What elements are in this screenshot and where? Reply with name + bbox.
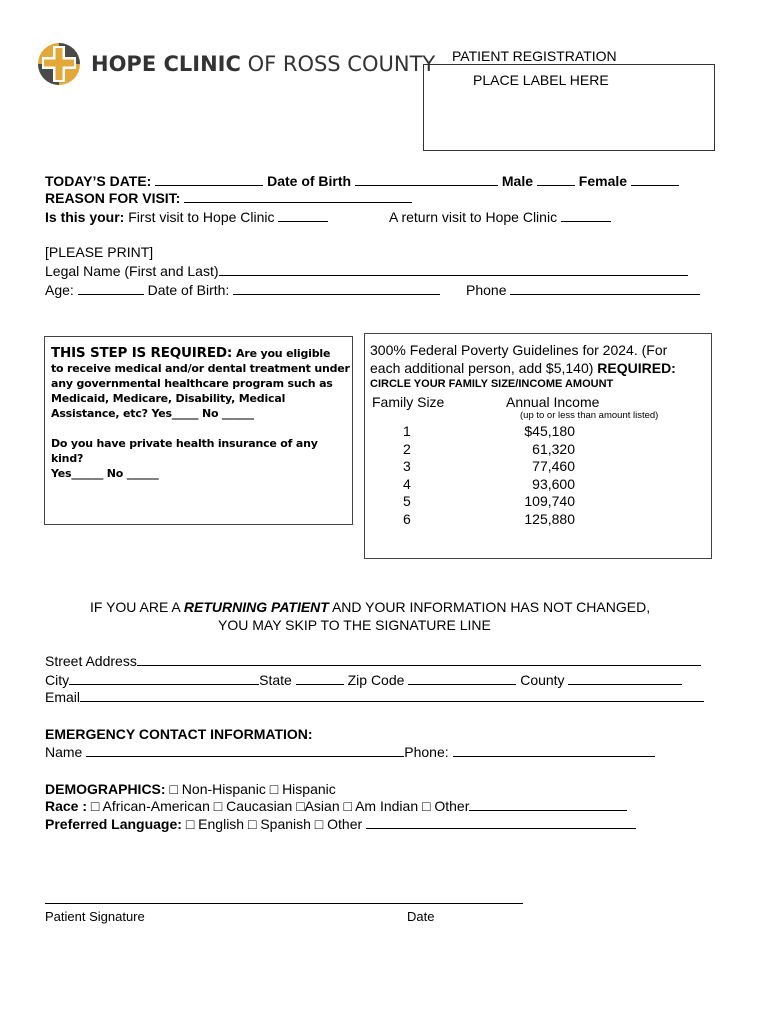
family-size-cell[interactable]: 5: [403, 493, 411, 509]
family-size-cell[interactable]: 1: [403, 423, 411, 439]
age-label: Age:: [45, 282, 74, 298]
dob-field[interactable]: [355, 173, 498, 186]
poverty-guidelines-box: [364, 333, 712, 559]
returning-notice-line-2: YOU MAY SKIP TO THE SIGNATURE LINE: [218, 617, 491, 633]
dob2-field[interactable]: [233, 282, 440, 295]
date-label: Date: [407, 909, 435, 924]
race-other-field[interactable]: [469, 798, 627, 811]
ethnicity-options[interactable]: □ Non-Hispanic □ Hispanic: [169, 781, 336, 797]
street-row: [45, 653, 701, 669]
age-row: [45, 282, 440, 298]
first-visit-field[interactable]: [278, 209, 328, 222]
annual-income-cell[interactable]: 109,740: [524, 493, 575, 509]
returning-patient-emphasis: RETURNING PATIENT: [183, 599, 329, 615]
phone-label: Phone: [466, 282, 507, 298]
eligibility-box: [44, 336, 353, 525]
emergency-phone-label: Phone:: [404, 744, 449, 760]
eligible-text-3: any governmental healthcare program such as: [51, 377, 333, 390]
language-other-field[interactable]: [366, 816, 636, 829]
clinic-logo: [36, 40, 436, 88]
race-row: [45, 798, 627, 814]
dob2-label: Date of Birth:: [147, 282, 230, 298]
language-row: [45, 816, 636, 832]
poverty-line-1: 300% Federal Poverty Guidelines for 2024. (For: [370, 342, 668, 358]
email-row: [45, 689, 704, 705]
col-annual-income: Annual Income: [506, 394, 600, 410]
male-label: Male: [501, 173, 533, 189]
demographics-row: [45, 781, 336, 797]
state-label: State: [259, 672, 292, 688]
visit-type-row: [45, 209, 328, 225]
label-box-text: PLACE LABEL HERE: [473, 72, 609, 88]
female-label: Female: [578, 173, 628, 189]
demographics-heading: DEMOGRAPHICS:: [45, 781, 166, 797]
label-box: [423, 64, 715, 151]
return-visit-field[interactable]: [561, 209, 611, 222]
returning-notice-line-1: IF YOU ARE A RETURNING PATIENT AND YOUR INFORMATION HAS NOT CHANGED,: [90, 599, 651, 615]
street-label: Street Address: [45, 653, 137, 669]
col-family-size: Family Size: [372, 394, 445, 410]
family-size-cell[interactable]: 6: [403, 510, 411, 527]
emergency-heading: EMERGENCY CONTACT INFORMATION:: [45, 726, 313, 742]
county-label: County: [520, 672, 565, 688]
city-label: City: [45, 672, 70, 688]
return-visit-label: A return visit to Hope Clinic: [389, 209, 558, 225]
insurance-text-3: Yes______ No ______: [51, 467, 159, 480]
state-field[interactable]: [296, 672, 344, 685]
todays-date-field[interactable]: [155, 173, 263, 186]
dob-label: Date of Birth: [267, 173, 352, 189]
legal-name-field[interactable]: [219, 263, 688, 276]
circle-instruction: CIRCLE YOUR FAMILY SIZE/INCOME AMOUNT: [370, 378, 614, 390]
street-field[interactable]: [137, 653, 701, 666]
language-options[interactable]: □ English □ Spanish □ Other: [185, 816, 363, 832]
logo-text-bold: HOPE CLINIC: [91, 52, 241, 76]
zip-field[interactable]: [408, 672, 516, 685]
language-label: Preferred Language:: [45, 816, 182, 832]
legal-name-label: Legal Name (First and Last): [45, 263, 219, 279]
city-row: [45, 672, 682, 688]
insurance-text-2: kind?: [51, 452, 84, 465]
annual-income-cell[interactable]: 125,880: [524, 510, 575, 527]
emergency-phone-field[interactable]: [453, 744, 655, 757]
emergency-name-row: [45, 744, 655, 760]
male-field[interactable]: [537, 173, 575, 186]
todays-date-label: TODAY’S DATE:: [45, 173, 152, 189]
race-options[interactable]: □ African-American □ Caucasian □Asian □ Am Indian □ Other: [90, 798, 470, 814]
income-note: (up to or less than amount listed): [520, 410, 659, 421]
family-size-cell[interactable]: 2: [403, 440, 411, 457]
family-size-cell[interactable]: 4: [403, 475, 411, 492]
email-field[interactable]: [80, 689, 704, 702]
phone-field[interactable]: [510, 282, 700, 295]
return-visit-row: [389, 209, 611, 225]
is-this-your-label: Is this your:: [45, 209, 125, 225]
zip-label: Zip Code: [347, 672, 405, 688]
cross-logo-icon: [36, 40, 82, 88]
logo-text-rest: OF ROSS COUNTY: [240, 52, 436, 76]
reason-field[interactable]: [184, 190, 412, 203]
signature-line[interactable]: [45, 903, 523, 904]
phone-row: [466, 282, 700, 298]
reason-label: REASON FOR VISIT:: [45, 190, 181, 206]
eligible-text-4: Medicaid, Medicare, Disability, Medical: [51, 392, 286, 405]
eligible-text-2: to receive medical and/or dental treatment under: [51, 362, 350, 375]
patient-signature-label: Patient Signature: [45, 909, 145, 924]
city-field[interactable]: [69, 672, 259, 685]
eligible-text-5: Assistance, etc? Yes_____ No ______: [51, 407, 254, 420]
annual-income-cell[interactable]: 77,460: [532, 458, 575, 474]
required-heading: THIS STEP IS REQUIRED:: [51, 345, 233, 361]
poverty-line-2: each additional person, add $5,140): [370, 360, 598, 376]
email-label: Email: [45, 689, 81, 705]
race-label: Race :: [45, 798, 88, 814]
please-print-label: [PLEASE PRINT]: [45, 244, 154, 260]
female-field[interactable]: [631, 173, 679, 186]
family-size-cell[interactable]: 3: [403, 458, 411, 474]
age-field[interactable]: [78, 282, 144, 295]
emergency-name-label: Name: [45, 744, 83, 760]
emergency-name-field[interactable]: [86, 744, 404, 757]
annual-income-cell[interactable]: 93,600: [532, 475, 575, 492]
annual-income-cell[interactable]: $45,180: [524, 423, 575, 439]
county-field[interactable]: [568, 672, 682, 685]
legal-name-row: [45, 263, 688, 279]
first-visit-label: First visit to Hope Clinic: [128, 209, 275, 225]
todays-date-row: [45, 173, 679, 189]
eligible-text-1: Are you eligible: [236, 347, 331, 360]
reason-row: [45, 190, 412, 206]
page-title: PATIENT REGISTRATION: [452, 48, 617, 64]
insurance-text-1: Do you have private health insurance of any: [51, 437, 318, 450]
poverty-required: REQUIRED:: [597, 360, 676, 376]
annual-income-cell[interactable]: 61,320: [532, 440, 575, 457]
